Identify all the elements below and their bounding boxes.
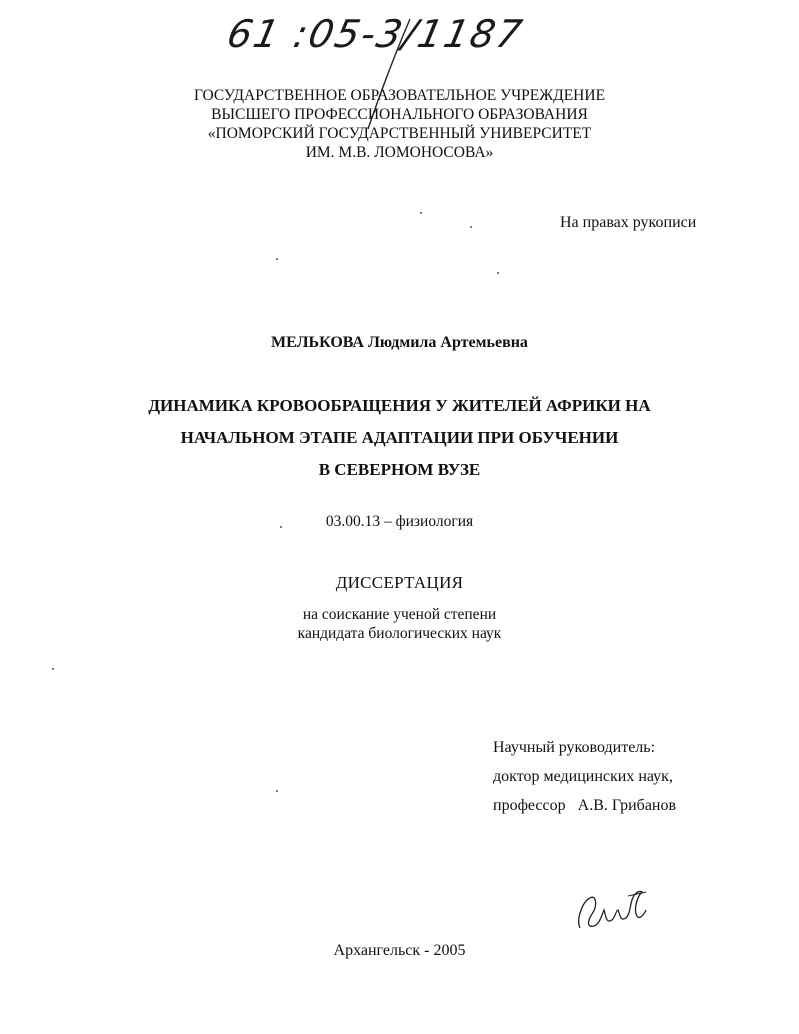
scan-speck [470, 226, 472, 228]
institution-header [0, 86, 799, 162]
scan-speck [497, 272, 499, 274]
specialty-code: 03.00.13 – физиология [325, 513, 474, 530]
document-type: ДИССЕРТАЦИЯ [335, 573, 464, 592]
institution-line-1: ГОСУДАРСТВЕННОЕ ОБРАЗОВАТЕЛЬНОЕ УЧРЕЖДЕНИЕ [193, 87, 606, 104]
degree-statement [0, 605, 799, 643]
supervisor-rank-name [493, 791, 676, 820]
dissertation-title [0, 390, 799, 486]
scan-speck [52, 668, 54, 670]
author-given-names: Людмила Артемьевна [367, 334, 528, 351]
supervisor-rank: профессор [493, 797, 566, 814]
rights-note: На правах рукописи [560, 214, 697, 231]
scan-speck [280, 526, 282, 528]
title-line-1: ДИНАМИКА КРОВООБРАЩЕНИЯ У ЖИТЕЛЕЙ АФРИКИ НА [148, 396, 651, 415]
institution-line-4: ИМ. М.В. ЛОМОНОСОВА» [305, 144, 494, 161]
supervisor-block [493, 733, 676, 820]
supervisor-degree: доктор медицинских наук, [493, 768, 673, 785]
city-year: Архангельск - 2005 [333, 942, 466, 959]
scan-speck [276, 790, 278, 792]
scan-speck [276, 258, 278, 260]
scan-speck [420, 212, 422, 214]
degree-line-2: кандидата биологических наук [297, 625, 502, 642]
author-name [0, 334, 799, 352]
institution-line-2: ВЫСШЕГО ПРОФЕССИОНАЛЬНОГО ОБРАЗОВАНИЯ [211, 106, 588, 123]
title-line-3: В СЕВЕРНОМ ВУЗЕ [318, 460, 481, 479]
title-line-2: НАЧАЛЬНОМ ЭТАПЕ АДАПТАЦИИ ПРИ ОБУЧЕНИИ [180, 428, 619, 447]
handwritten-archive-code: 61 :05-3/1187 [223, 12, 528, 56]
signature-image [572, 880, 652, 940]
supervisor-label: Научный руководитель: [493, 739, 656, 756]
institution-line-3: «ПОМОРСКИЙ ГОСУДАРСТВЕННЫЙ УНИВЕРСИТЕТ [207, 125, 592, 142]
author-surname: МЕЛЬКОВА [271, 334, 364, 351]
degree-line-1: на соискание ученой степени [302, 606, 497, 623]
supervisor-name: А.В. Грибанов [577, 797, 677, 814]
